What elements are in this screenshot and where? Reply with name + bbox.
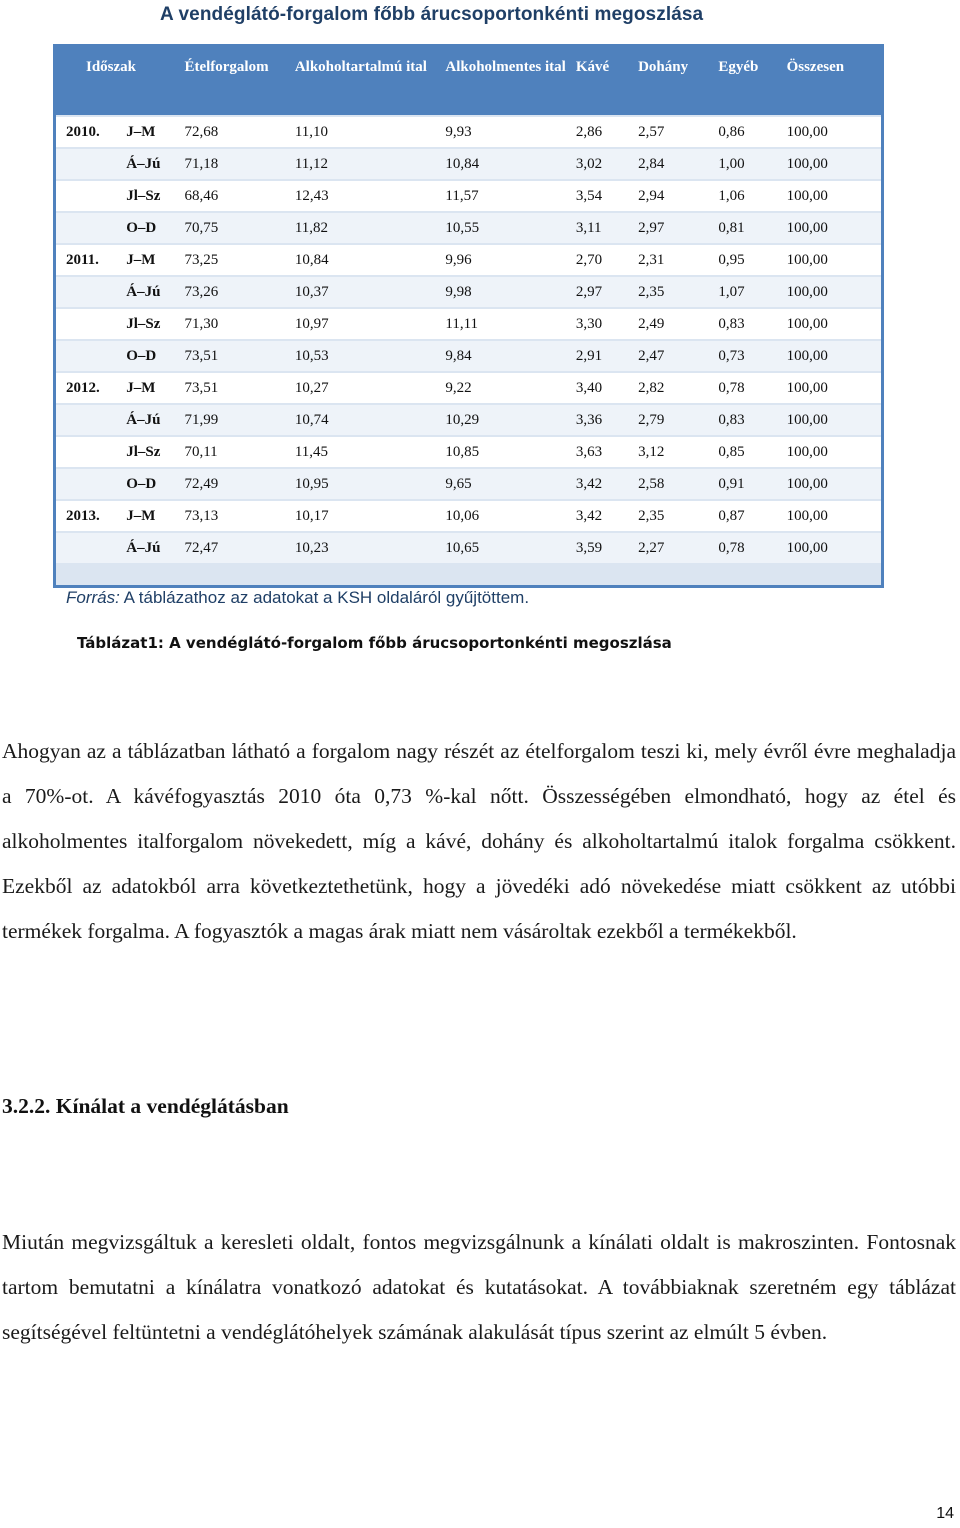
value-cell: 0,83 — [716, 405, 784, 435]
year-cell: 2011. — [56, 245, 124, 275]
value-cell: 10,06 — [443, 501, 573, 531]
value-cell: 73,51 — [182, 341, 292, 371]
table-row — [56, 277, 881, 307]
value-cell: 0,95 — [716, 245, 784, 275]
header-cell-tobacco: Dohány — [636, 47, 716, 115]
value-cell: 72,49 — [182, 469, 292, 499]
value-cell: 2,35 — [636, 277, 716, 307]
value-cell: 10,97 — [293, 309, 444, 339]
value-cell: 71,99 — [182, 405, 292, 435]
table-body — [56, 117, 881, 563]
value-cell: 0,83 — [716, 309, 784, 339]
year-cell — [56, 213, 124, 243]
value-cell: 1,07 — [716, 277, 784, 307]
value-cell: 2,79 — [636, 405, 716, 435]
table-row — [56, 469, 881, 499]
table-row — [56, 405, 881, 435]
quarter-cell: Jl–Sz — [124, 181, 182, 211]
table-caption: Táblázat1: A vendéglátó-forgalom főbb árucsoportonkénti megoszlása — [77, 634, 672, 652]
value-cell: 1,00 — [716, 149, 784, 179]
table-row — [56, 213, 881, 243]
value-cell: 0,81 — [716, 213, 784, 243]
quarter-cell: J–M — [124, 501, 182, 531]
value-cell: 0,86 — [716, 117, 784, 147]
value-cell: 73,13 — [182, 501, 292, 531]
quarter-cell: J–M — [124, 117, 182, 147]
table-row — [56, 501, 881, 531]
table-row — [56, 437, 881, 467]
value-cell: 100,00 — [785, 181, 881, 211]
value-cell: 9,98 — [443, 277, 573, 307]
table-row — [56, 533, 881, 563]
value-cell: 3,59 — [574, 533, 636, 563]
section-heading: 3.2.2. Kínálat a vendéglátásban — [2, 1094, 289, 1118]
value-cell: 10,55 — [443, 213, 573, 243]
quarter-cell: Á–Jú — [124, 405, 182, 435]
value-cell: 68,46 — [182, 181, 292, 211]
value-cell: 72,68 — [182, 117, 292, 147]
value-cell: 0,91 — [716, 469, 784, 499]
year-cell — [56, 149, 124, 179]
header-cell-coffee: Kávé — [574, 47, 636, 115]
header-cell-food: Ételforgalom — [182, 47, 292, 115]
value-cell: 3,54 — [574, 181, 636, 211]
value-cell: 70,75 — [182, 213, 292, 243]
value-cell: 2,57 — [636, 117, 716, 147]
value-cell: 10,27 — [293, 373, 444, 403]
value-cell: 100,00 — [785, 533, 881, 563]
value-cell: 9,22 — [443, 373, 573, 403]
value-cell: 11,10 — [293, 117, 444, 147]
value-cell: 2,82 — [636, 373, 716, 403]
value-cell: 0,73 — [716, 341, 784, 371]
value-cell: 11,57 — [443, 181, 573, 211]
source-text: A táblázathoz az adatokat a KSH oldaláról gyűjtöttem. — [123, 588, 530, 607]
value-cell: 70,11 — [182, 437, 292, 467]
value-cell: 73,25 — [182, 245, 292, 275]
value-cell: 100,00 — [785, 245, 881, 275]
value-cell: 11,45 — [293, 437, 444, 467]
value-cell: 9,93 — [443, 117, 573, 147]
value-cell: 100,00 — [785, 469, 881, 499]
source-note — [66, 588, 529, 608]
quarter-cell: O–D — [124, 469, 182, 499]
value-cell: 0,78 — [716, 533, 784, 563]
header-cell-total: Összesen — [785, 47, 881, 115]
value-cell: 3,30 — [574, 309, 636, 339]
year-cell — [56, 341, 124, 371]
data-table — [56, 45, 881, 565]
table-row — [56, 373, 881, 403]
value-cell: 2,58 — [636, 469, 716, 499]
value-cell: 3,42 — [574, 469, 636, 499]
quarter-cell: O–D — [124, 341, 182, 371]
figure-title: A vendéglátó-forgalom főbb árucsoportonkénti megoszlása — [160, 4, 704, 25]
header-cell-nonalcoholic: Alkoholmentes ital — [443, 47, 573, 115]
quarter-cell: Á–Jú — [124, 149, 182, 179]
value-cell: 73,26 — [182, 277, 292, 307]
year-cell — [56, 533, 124, 563]
quarter-cell: Jl–Sz — [124, 309, 182, 339]
value-cell: 10,29 — [443, 405, 573, 435]
quarter-cell: Á–Jú — [124, 277, 182, 307]
value-cell: 71,30 — [182, 309, 292, 339]
value-cell: 12,43 — [293, 181, 444, 211]
header-cell-alcoholic: Alkoholtartalmú ital — [293, 47, 444, 115]
value-cell: 3,42 — [574, 501, 636, 531]
year-cell — [56, 277, 124, 307]
value-cell: 3,12 — [636, 437, 716, 467]
year-cell — [56, 181, 124, 211]
value-cell: 100,00 — [785, 405, 881, 435]
value-cell: 10,84 — [293, 245, 444, 275]
table-header-row — [56, 47, 881, 115]
value-cell: 11,82 — [293, 213, 444, 243]
value-cell: 100,00 — [785, 149, 881, 179]
value-cell: 9,96 — [443, 245, 573, 275]
value-cell: 9,84 — [443, 341, 573, 371]
value-cell: 10,53 — [293, 341, 444, 371]
value-cell: 2,49 — [636, 309, 716, 339]
header-cell-other: Egyéb — [716, 47, 784, 115]
value-cell: 2,86 — [574, 117, 636, 147]
value-cell: 73,51 — [182, 373, 292, 403]
data-table-frame — [53, 44, 884, 588]
value-cell: 10,23 — [293, 533, 444, 563]
quarter-cell: O–D — [124, 213, 182, 243]
year-cell: 2012. — [56, 373, 124, 403]
year-cell: 2010. — [56, 117, 124, 147]
value-cell: 100,00 — [785, 277, 881, 307]
value-cell: 100,00 — [785, 213, 881, 243]
value-cell: 3,40 — [574, 373, 636, 403]
value-cell: 0,87 — [716, 501, 784, 531]
value-cell: 10,84 — [443, 149, 573, 179]
value-cell: 3,11 — [574, 213, 636, 243]
value-cell: 1,06 — [716, 181, 784, 211]
value-cell: 11,11 — [443, 309, 573, 339]
value-cell: 2,97 — [574, 277, 636, 307]
table-row — [56, 181, 881, 211]
header-cell-period: Időszak — [56, 47, 124, 115]
value-cell: 2,27 — [636, 533, 716, 563]
value-cell: 3,36 — [574, 405, 636, 435]
table-row — [56, 245, 881, 275]
value-cell: 2,84 — [636, 149, 716, 179]
year-cell — [56, 309, 124, 339]
value-cell: 100,00 — [785, 341, 881, 371]
value-cell: 2,97 — [636, 213, 716, 243]
table-row — [56, 309, 881, 339]
value-cell: 9,65 — [443, 469, 573, 499]
year-cell — [56, 469, 124, 499]
year-cell — [56, 437, 124, 467]
value-cell: 72,47 — [182, 533, 292, 563]
body-paragraph-1: Ahogyan az a táblázatban látható a forgalom nagy részét az ételforgalom teszi ki, mely évről évre meghaladja a 70%-ot. A kávéfogyasztás 2010 óta 0,73 %-kal nőtt. Összességében elmondható, hogy az étel és alkoholmentes italforgalom növekedett, míg a kávé, dohány és alkoholtartalmú italok forgalma csökkent. Ezekből az adatokból arra következtethetünk, hogy a jövedéki adó növekedése miatt csökkent az utóbbi termékek forgalma. A fogyasztók a magas árak miatt nem vásároltak ezekből a termékekből. — [2, 739, 956, 943]
value-cell: 10,37 — [293, 277, 444, 307]
quarter-cell: J–M — [124, 373, 182, 403]
quarter-cell: Á–Jú — [124, 533, 182, 563]
value-cell: 0,78 — [716, 373, 784, 403]
body-paragraph-2: Miután megvizsgáltuk a keresleti oldalt, fontos megvizsgálnunk a kínálati oldalt is makroszinten. Fontosnak tartom bemutatni a kínálatra vonatkozó adatokat és kutatásokat. A továbbiaknak szeretném egy táblázat segítségével feltüntetni a vendéglátóhelyek számának alakulását típus szerint az elmúlt 5 évben. — [2, 1230, 956, 1344]
value-cell: 100,00 — [785, 309, 881, 339]
table-row — [56, 341, 881, 371]
value-cell: 100,00 — [785, 373, 881, 403]
page-number: 14 — [936, 1505, 954, 1522]
value-cell: 3,02 — [574, 149, 636, 179]
quarter-cell: Jl–Sz — [124, 437, 182, 467]
value-cell: 0,85 — [716, 437, 784, 467]
value-cell: 10,65 — [443, 533, 573, 563]
value-cell: 2,35 — [636, 501, 716, 531]
value-cell: 71,18 — [182, 149, 292, 179]
value-cell: 100,00 — [785, 117, 881, 147]
table-row — [56, 149, 881, 179]
value-cell: 100,00 — [785, 437, 881, 467]
value-cell: 2,47 — [636, 341, 716, 371]
value-cell: 11,12 — [293, 149, 444, 179]
value-cell: 10,85 — [443, 437, 573, 467]
value-cell: 2,31 — [636, 245, 716, 275]
value-cell: 10,95 — [293, 469, 444, 499]
quarter-cell: J–M — [124, 245, 182, 275]
value-cell: 3,63 — [574, 437, 636, 467]
year-cell — [56, 405, 124, 435]
value-cell: 100,00 — [785, 501, 881, 531]
value-cell: 10,74 — [293, 405, 444, 435]
value-cell: 2,91 — [574, 341, 636, 371]
year-cell: 2013. — [56, 501, 124, 531]
table-row — [56, 117, 881, 147]
value-cell: 10,17 — [293, 501, 444, 531]
value-cell: 2,94 — [636, 181, 716, 211]
source-label: Forrás: — [66, 588, 120, 607]
value-cell: 2,70 — [574, 245, 636, 275]
